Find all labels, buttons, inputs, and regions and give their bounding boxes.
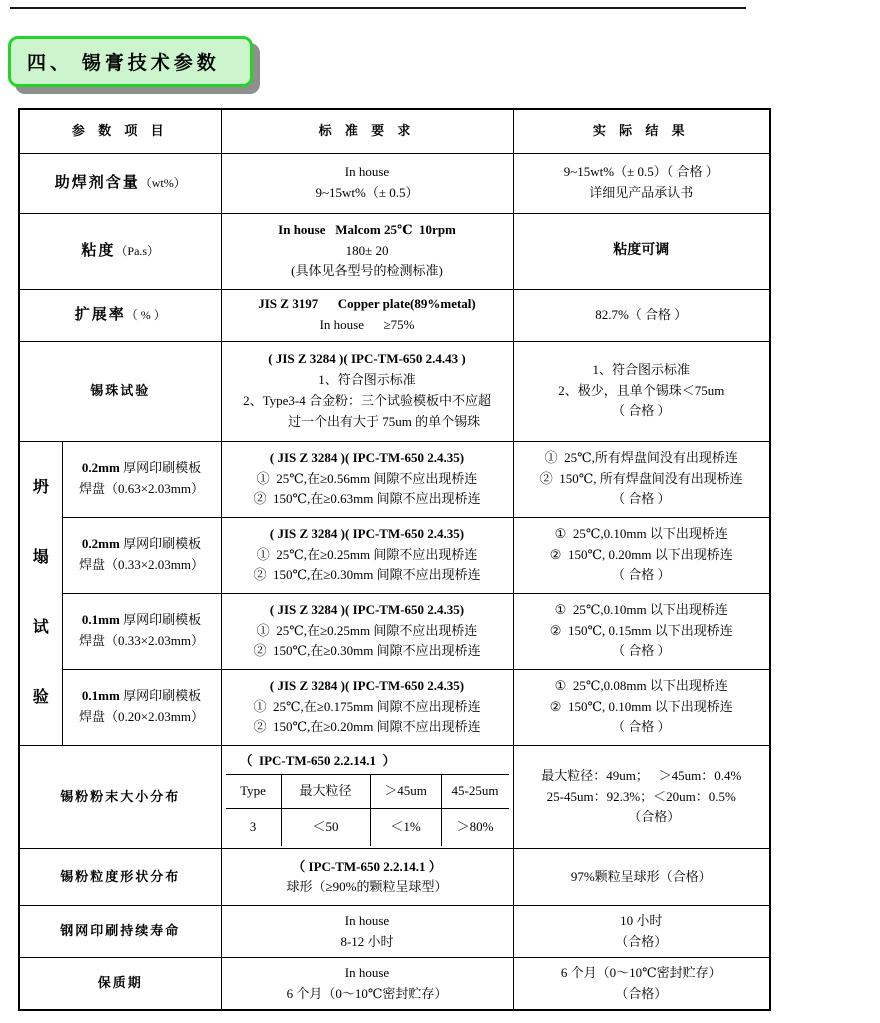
collapse2-result-cell [513,517,770,593]
solder-ball-res-line2: 2、极少，且单个锡珠＜75um [558,382,725,398]
collapse1-res-verdict: （ 合格 ） [612,491,671,507]
solder-ball-res-line1: 1、符合图示标准 [592,361,691,377]
row-collapse-2 [19,517,770,593]
collapse3-template-cell [62,593,221,669]
shelf-life-res-line1: 6 个月（0～10℃密封贮存） [560,964,722,980]
row-viscosity [19,213,770,289]
collapse2-template-cell [62,517,221,593]
solder-ball-std-title: ( JIS Z 3284 )( IPC-TM-650 2.4.43 ) [268,351,466,367]
stencil-life-std-line2: 8-12 小时 [340,933,394,949]
collapse-label-char2: 塌 [32,549,49,567]
flux-std-line2: 9~15wt%（± 0.5） [315,185,419,200]
powder-size-result-cell [513,745,770,849]
collapse3-std-line2: ② 150℃,在≥0.30mm 间隙不应出现桥连 [253,643,481,659]
collapse4-std-line2: ② 150℃,在≥0.20mm 间隙不应出现桥连 [253,719,481,735]
powder-size-std-title: （ IPC-TM-650 2.2.14.1 ） [226,748,509,776]
powder-size-res-line1: 最大粒径：49um； ＞45um：0.4% [541,767,742,783]
solder-ball-std-line1: 1、符合图示标准 [318,372,416,388]
collapse3-res-line1: ① 25℃,0.10mm 以下出现桥连 [554,601,728,617]
row-collapse-4 [19,669,770,745]
stencil-life-res-line2: （合格） [615,933,668,949]
collapse4-pad: 焊盘（0.20×2.03mm） [78,709,205,724]
solder-ball-param-cell: 锡珠试验 [19,341,221,441]
viscosity-result-cell: 粘度可调 [513,213,770,289]
mini-value-max-size: ＜50 [282,809,371,846]
solder-ball-std-line3: 过一个出有大于 75um 的单个锡珠 [287,413,481,429]
spread-result-cell: 82.7%（ 合格 ） [513,289,770,341]
collapse2-std-title: ( JIS Z 3284 )( IPC-TM-650 2.4.35) [269,525,465,541]
collapse1-res-line2: ② 150℃, 所有焊盘间没有出现桥连 [539,470,743,486]
viscosity-param-cell [19,213,221,289]
collapse2-std-line2: ② 150℃,在≥0.30mm 间隙不应出现桥连 [253,567,481,583]
powder-shape-std-line2: 球形（≥90%的颗粒呈球型） [286,879,448,895]
collapse4-std-title: ( JIS Z 3284 )( IPC-TM-650 2.4.35) [269,677,465,693]
flux-unit: （wt%） [139,176,186,190]
collapse4-template-cell [62,669,221,745]
collapse4-thickness: 0.1mm [81,688,120,704]
powder-size-res-verdict: （合格） [628,809,681,825]
collapse-group-label-cell [19,441,62,745]
header-row [19,109,770,153]
shelf-life-std-line1: In house [344,964,390,980]
collapse3-std-line1: ① 25℃,在≥0.25mm 间隙不应出现桥连 [256,622,478,638]
collapse3-result-cell [513,593,770,669]
row-spread [19,289,770,341]
powder-shape-param-cell: 锡粉粒度形状分布 [19,849,221,906]
collapse1-std-line2: ② 150℃,在≥0.63mm 间隙不应出现桥连 [253,491,481,507]
header-param: 参 数 项 目 [19,109,221,153]
header-standard: 标 准 要 求 [221,109,513,153]
row-solder-ball [19,341,770,441]
row-powder-shape [19,849,770,906]
collapse1-template-cell [62,441,221,517]
powder-shape-standard-cell [221,849,513,906]
spread-unit: （ % ） [125,308,166,322]
collapse2-res-verdict: （ 合格 ） [612,567,671,583]
solder-ball-standard-cell [221,341,513,441]
powder-size-res-line2: 25-45um：92.3%；＜20um：0.5% [546,788,736,804]
collapse4-res-line2: ② 150℃, 0.10mm 以下出现桥连 [549,698,733,714]
mini-value-type: 3 [226,809,282,846]
collapse2-pad: 焊盘（0.33×2.03mm） [78,557,205,572]
powder-shape-std-line1: （ IPC-TM-650 2.2.14.1 ） [292,858,442,874]
collapse4-template: 厚网印刷模板 [119,688,202,704]
flux-res-line2: 详细见产品承认书 [589,185,694,200]
collapse1-thickness: 0.2mm [81,460,120,476]
collapse2-template: 厚网印刷模板 [119,536,202,552]
mini-value-45-25: ＞80% [456,819,494,835]
shelf-life-std-line2: 6 个月（0～10℃密封贮存） [286,985,448,1001]
section-title-text: 四、 锡膏技术参数 [27,53,220,74]
mini-value-gt45: ＜1% [371,809,442,846]
collapse-label-char4: 验 [32,689,49,707]
collapse3-thickness: 0.1mm [81,612,120,628]
collapse2-res-line1: ① 25℃,0.10mm 以下出现桥连 [554,525,728,541]
flux-result-cell [513,153,770,213]
collapse1-std-title: ( JIS Z 3284 )( IPC-TM-650 2.4.35) [269,449,465,465]
collapse4-res-verdict: （ 合格 ） [612,719,671,735]
flux-standard-cell [221,153,513,213]
row-flux-content [19,153,770,213]
mini-header-max-size: 最大粒径 [282,775,371,809]
collapse4-res-line1: ① 25℃,0.08mm 以下出现桥连 [554,677,728,693]
mini-header-type: Type [226,775,282,809]
collapse3-pad: 焊盘（0.33×2.03mm） [78,633,205,648]
shelf-life-standard-cell [221,958,513,1010]
collapse1-template: 厚网印刷模板 [119,460,202,476]
flux-param: 助焊剂含量 [54,175,140,191]
collapse1-pad: 焊盘（0.63×2.03mm） [78,481,205,496]
collapse-group-label [24,453,58,733]
powder-size-standard-cell [221,745,513,849]
stencil-life-result-cell [513,906,770,958]
viscosity-unit: （Pa.s） [115,244,160,258]
collapse3-template: 厚网印刷模板 [119,612,202,628]
collapse2-res-line2: ② 150℃, 0.20mm 以下出现桥连 [549,546,733,562]
section-title [8,36,253,87]
viscosity-standard-cell [221,213,513,289]
collapse3-res-verdict: （ 合格 ） [612,643,671,659]
spread-std-line2: In house ≥75% [319,317,415,332]
powder-shape-result-cell: 97%颗粒呈球形（合格） [513,849,770,906]
flux-res-line1: 9~15wt%（± 0.5）（ 合格 ） [563,164,719,180]
header-result: 实 际 结 果 [513,109,770,153]
collapse1-standard-cell [221,441,513,517]
shelf-life-param-cell: 保质期 [19,958,221,1010]
solder-ball-res-line3: （ 合格 ） [612,403,671,419]
collapse1-res-line1: ① 25℃,所有焊盘间没有出现桥连 [544,449,738,465]
spec-table [18,108,771,1011]
row-collapse-1 [19,441,770,517]
spread-param-cell [19,289,221,341]
row-powder-size [19,745,770,849]
powder-size-mini-table [226,775,509,846]
flux-param-cell [19,153,221,213]
powder-size-param-cell: 锡粉粉末大小分布 [19,745,221,849]
stencil-life-res-line1: 10 小时 [620,913,663,928]
collapse3-res-line2: ② 150℃, 0.15mm 以下出现桥连 [549,622,733,638]
collapse-label-char1: 坍 [32,479,49,497]
viscosity-std-line1: In house Malcom 25℃ 10rpm [278,221,456,237]
collapse2-std-line1: ① 25℃,在≥0.25mm 间隙不应出现桥连 [256,546,478,562]
collapse1-result-cell [513,441,770,517]
row-collapse-3 [19,593,770,669]
collapse3-std-title: ( JIS Z 3284 )( IPC-TM-650 2.4.35) [269,601,465,617]
viscosity-std-line3: (具体见各型号的检测标准) [291,263,443,279]
solder-ball-result-cell [513,341,770,441]
row-stencil-life [19,906,770,958]
collapse4-standard-cell [221,669,513,745]
row-shelf-life [19,958,770,1010]
spread-standard-cell [221,289,513,341]
collapse4-std-line1: ① 25℃,在≥0.175mm 间隙不应出现桥连 [253,698,481,714]
viscosity-std-line2: 180± 20 [345,242,389,258]
stencil-life-std-line1: In house [344,913,390,928]
mini-header-45-25: 45-25um [442,775,509,809]
collapse2-thickness: 0.2mm [81,536,120,552]
spread-param: 扩展率 [74,307,126,323]
stencil-life-param-cell: 钢网印刷持续寿命 [19,906,221,958]
solder-ball-std-line2: 2、Type3-4 合金粉：三个试验模板中不应超 [243,393,491,408]
shelf-life-res-line2: （合格） [615,985,668,1001]
mini-header-gt45: ＞45um [371,775,442,809]
collapse2-standard-cell [221,517,513,593]
shelf-life-result-cell [513,958,770,1010]
stencil-life-standard-cell [221,906,513,958]
collapse4-result-cell [513,669,770,745]
spread-std-line1: JIS Z 3197 Copper plate(89%metal) [258,296,476,312]
collapse1-std-line1: ① 25℃,在≥0.56mm 间隙不应出现桥连 [256,470,478,486]
top-horizontal-rule [10,7,746,9]
collapse3-standard-cell [221,593,513,669]
collapse-label-char3: 试 [32,619,49,637]
flux-std-line1: In house [344,164,390,180]
viscosity-param: 粘度 [81,243,116,259]
